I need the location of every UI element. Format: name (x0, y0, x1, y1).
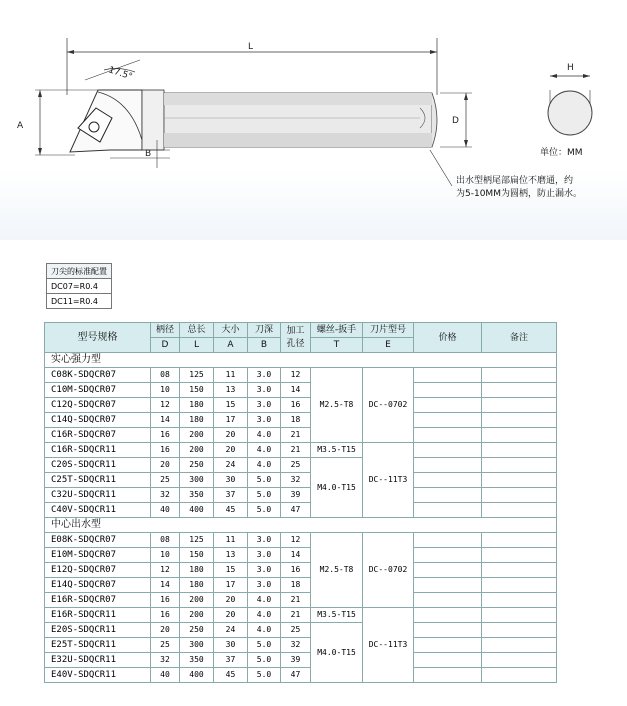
table-row (45, 503, 557, 518)
remark-cell (482, 398, 557, 413)
col-size-symbol: A (214, 338, 248, 353)
size-cell: 37 (214, 488, 248, 503)
depth-cell: 4.0 (248, 593, 281, 608)
size-cell: 11 (214, 533, 248, 548)
col-screw-header: 螺丝-扳手 (311, 323, 363, 338)
length-cell: 180 (180, 563, 214, 578)
size-cell: 30 (214, 473, 248, 488)
depth-cell: 3.0 (248, 368, 281, 383)
table-row (45, 533, 557, 548)
remark-cell (482, 623, 557, 638)
screw-cell: M2.5-T8 (311, 368, 363, 443)
bore-cell: 47 (281, 503, 311, 518)
shank-cell: 08 (151, 368, 180, 383)
model-cell: E10M-SDQCR07 (45, 548, 151, 563)
table-row (45, 368, 557, 383)
remark-cell (482, 368, 557, 383)
table-row (45, 383, 557, 398)
length-cell: 200 (180, 593, 214, 608)
col-shank-header: 柄径 (151, 323, 180, 338)
bore-cell: 16 (281, 563, 311, 578)
bore-cell: 32 (281, 473, 311, 488)
table-row (45, 653, 557, 668)
depth-cell: 5.0 (248, 653, 281, 668)
tip-config-title: 刀尖的标准配置 (47, 264, 112, 279)
size-cell: 45 (214, 668, 248, 683)
table-row (45, 488, 557, 503)
shank-cell: 12 (151, 398, 180, 413)
price-cell (414, 593, 482, 608)
remark-cell (482, 578, 557, 593)
remark-cell (482, 668, 557, 683)
size-cell: 20 (214, 608, 248, 623)
model-cell: E16R-SDQCR07 (45, 593, 151, 608)
price-cell (414, 608, 482, 623)
model-cell: C25T-SDQCR11 (45, 473, 151, 488)
model-cell: C14Q-SDQCR07 (45, 413, 151, 428)
tip-config-row: DC11=R0.4 (47, 294, 112, 309)
price-cell (414, 623, 482, 638)
note-line-2: 为5-10MM为圆柄，防止漏水。 (456, 189, 582, 199)
remark-cell (482, 638, 557, 653)
insert-cell: DC--11T3 (363, 608, 414, 683)
size-cell: 15 (214, 563, 248, 578)
price-cell (414, 413, 482, 428)
shank-cell: 40 (151, 668, 180, 683)
length-cell: 200 (180, 608, 214, 623)
shank-cell: 25 (151, 473, 180, 488)
remark-cell (482, 548, 557, 563)
shank-cell: 16 (151, 608, 180, 623)
end-view-circle (548, 91, 592, 135)
col-bore-header: 加工 孔径 (281, 323, 311, 353)
shank-cell: 12 (151, 563, 180, 578)
size-cell: 24 (214, 623, 248, 638)
table-row (45, 563, 557, 578)
col-depth-header: 刀深 (248, 323, 281, 338)
remark-cell (482, 503, 557, 518)
length-cell: 250 (180, 623, 214, 638)
table-row (45, 638, 557, 653)
screw-cell: M4.0-T15 (311, 458, 363, 518)
depth-cell: 4.0 (248, 428, 281, 443)
model-cell: C20S-SDQCR11 (45, 458, 151, 473)
length-cell: 180 (180, 578, 214, 593)
col-insert-symbol: E (363, 338, 414, 353)
price-cell (414, 503, 482, 518)
depth-cell: 3.0 (248, 398, 281, 413)
length-cell: 150 (180, 383, 214, 398)
depth-cell: 4.0 (248, 458, 281, 473)
col-length-header: 总长 (180, 323, 214, 338)
length-cell: 300 (180, 473, 214, 488)
price-cell (414, 668, 482, 683)
remark-cell (482, 653, 557, 668)
tip-config-row: DC07=R0.4 (47, 279, 112, 294)
remark-cell (482, 383, 557, 398)
bore-cell: 47 (281, 668, 311, 683)
insert-cell: DC--0702 (363, 368, 414, 443)
length-cell: 180 (180, 413, 214, 428)
section-row (45, 353, 557, 368)
remark-cell (482, 488, 557, 503)
col-length-symbol: L (180, 338, 214, 353)
length-cell: 350 (180, 488, 214, 503)
price-cell (414, 458, 482, 473)
model-cell: E20S-SDQCR11 (45, 623, 151, 638)
bore-cell: 14 (281, 548, 311, 563)
shank-cell: 32 (151, 488, 180, 503)
depth-cell: 5.0 (248, 473, 281, 488)
table-row (45, 578, 557, 593)
model-cell: E32U-SDQCR11 (45, 653, 151, 668)
model-cell: E14Q-SDQCR07 (45, 578, 151, 593)
bore-cell: 18 (281, 578, 311, 593)
price-cell (414, 428, 482, 443)
col-screw-symbol: T (311, 338, 363, 353)
depth-cell: 5.0 (248, 503, 281, 518)
length-cell: 250 (180, 458, 214, 473)
table-row (45, 398, 557, 413)
bore-cell: 14 (281, 383, 311, 398)
screw-cell: M2.5-T8 (311, 533, 363, 608)
remark-cell (482, 608, 557, 623)
bore-cell: 25 (281, 623, 311, 638)
remark-cell (482, 458, 557, 473)
depth-cell: 3.0 (248, 563, 281, 578)
size-cell: 17 (214, 413, 248, 428)
size-cell: 24 (214, 458, 248, 473)
price-cell (414, 653, 482, 668)
depth-cell: 5.0 (248, 668, 281, 683)
size-cell: 17 (214, 578, 248, 593)
shank-cell: 20 (151, 458, 180, 473)
length-cell: 350 (180, 653, 214, 668)
remark-cell (482, 473, 557, 488)
table-row (45, 428, 557, 443)
section-title: 实心强力型 (45, 353, 557, 368)
shank-cell: 14 (151, 578, 180, 593)
price-cell (414, 383, 482, 398)
col-depth-symbol: B (248, 338, 281, 353)
dim-h-label: H (567, 63, 574, 73)
model-cell: E12Q-SDQCR07 (45, 563, 151, 578)
depth-cell: 3.0 (248, 533, 281, 548)
shank-cell: 25 (151, 638, 180, 653)
remark-cell (482, 443, 557, 458)
depth-cell: 3.0 (248, 413, 281, 428)
price-cell (414, 548, 482, 563)
length-cell: 200 (180, 443, 214, 458)
shank-cell: 32 (151, 653, 180, 668)
dim-l-label: L (248, 42, 254, 52)
depth-cell: 4.0 (248, 443, 281, 458)
remark-cell (482, 413, 557, 428)
table-row (45, 593, 557, 608)
price-cell (414, 368, 482, 383)
table-row (45, 668, 557, 683)
table-header-row-1 (45, 323, 557, 338)
length-cell: 300 (180, 638, 214, 653)
shank-cell: 20 (151, 623, 180, 638)
bore-cell: 39 (281, 653, 311, 668)
depth-cell: 5.0 (248, 488, 281, 503)
model-cell: C40V-SDQCR11 (45, 503, 151, 518)
size-cell: 37 (214, 653, 248, 668)
model-cell: C10M-SDQCR07 (45, 383, 151, 398)
spec-table (44, 322, 557, 683)
price-cell (414, 473, 482, 488)
bore-cell: 21 (281, 443, 311, 458)
note-line-1: 出水型柄尾部扁位不磨通，约 (456, 176, 574, 186)
shank-cell: 16 (151, 443, 180, 458)
length-cell: 125 (180, 368, 214, 383)
price-cell (414, 563, 482, 578)
length-cell: 150 (180, 548, 214, 563)
insert-cell: DC--11T3 (363, 443, 414, 518)
table-row (45, 413, 557, 428)
length-cell: 180 (180, 398, 214, 413)
bore-cell: 21 (281, 593, 311, 608)
size-cell: 45 (214, 503, 248, 518)
col-shank-symbol: D (151, 338, 180, 353)
section-title: 中心出水型 (45, 518, 557, 533)
shank-cell: 16 (151, 428, 180, 443)
dim-b-label: B (145, 149, 152, 159)
shank-cell: 10 (151, 383, 180, 398)
bore-cell: 32 (281, 638, 311, 653)
bore-cell: 25 (281, 458, 311, 473)
depth-cell: 4.0 (248, 608, 281, 623)
model-cell: C16R-SDQCR07 (45, 428, 151, 443)
bore-cell: 18 (281, 413, 311, 428)
screw-cell: M3.5-T15 (311, 608, 363, 623)
bore-cell: 12 (281, 368, 311, 383)
size-cell: 13 (214, 548, 248, 563)
remark-cell (482, 593, 557, 608)
table-row (45, 443, 557, 458)
note-text (456, 175, 582, 201)
model-cell: C16R-SDQCR11 (45, 443, 151, 458)
length-cell: 400 (180, 503, 214, 518)
shank-cell: 08 (151, 533, 180, 548)
price-cell (414, 638, 482, 653)
model-cell: E16R-SDQCR11 (45, 608, 151, 623)
shank-cell: 14 (151, 413, 180, 428)
depth-cell: 5.0 (248, 638, 281, 653)
model-cell: E08K-SDQCR07 (45, 533, 151, 548)
size-cell: 11 (214, 368, 248, 383)
table-row (45, 473, 557, 488)
dim-d-label: D (452, 116, 459, 126)
model-cell: E40V-SDQCR11 (45, 668, 151, 683)
dim-angle-label: 17.5° (107, 65, 134, 83)
insert-cell: DC--0702 (363, 533, 414, 608)
model-cell: C32U-SDQCR11 (45, 488, 151, 503)
shank-cell: 16 (151, 593, 180, 608)
bore-cell: 12 (281, 533, 311, 548)
price-cell (414, 488, 482, 503)
bore-cell: 39 (281, 488, 311, 503)
tip-config-table (46, 263, 112, 309)
size-cell: 20 (214, 428, 248, 443)
size-cell: 13 (214, 383, 248, 398)
price-cell (414, 443, 482, 458)
remark-cell (482, 428, 557, 443)
size-cell: 20 (214, 443, 248, 458)
model-cell: C12Q-SDQCR07 (45, 398, 151, 413)
screw-cell: M4.0-T15 (311, 623, 363, 683)
size-cell: 30 (214, 638, 248, 653)
col-insert-header: 刀片型号 (363, 323, 414, 338)
table-row (45, 548, 557, 563)
depth-cell: 4.0 (248, 623, 281, 638)
price-cell (414, 398, 482, 413)
remark-cell (482, 563, 557, 578)
model-cell: E25T-SDQCR11 (45, 638, 151, 653)
model-cell: C08K-SDQCR07 (45, 368, 151, 383)
shank-cell: 40 (151, 503, 180, 518)
table-row (45, 623, 557, 638)
price-cell (414, 533, 482, 548)
depth-cell: 3.0 (248, 548, 281, 563)
screw-cell: M3.5-T15 (311, 443, 363, 458)
table-row (45, 458, 557, 473)
col-size-header: 大小 (214, 323, 248, 338)
section-row (45, 518, 557, 533)
bore-cell: 16 (281, 398, 311, 413)
remark-cell (482, 533, 557, 548)
shank-cell: 10 (151, 548, 180, 563)
size-cell: 20 (214, 593, 248, 608)
table-row (45, 608, 557, 623)
col-model-header: 型号规格 (45, 323, 151, 353)
size-cell: 15 (214, 398, 248, 413)
length-cell: 200 (180, 428, 214, 443)
bore-cell: 21 (281, 428, 311, 443)
col-price-header: 价格 (414, 323, 482, 353)
depth-cell: 3.0 (248, 383, 281, 398)
depth-cell: 3.0 (248, 578, 281, 593)
length-cell: 400 (180, 668, 214, 683)
tool-technical-drawing (0, 0, 627, 240)
length-cell: 125 (180, 533, 214, 548)
col-remark-header: 备注 (482, 323, 557, 353)
bore-cell: 21 (281, 608, 311, 623)
dim-a-label: A (17, 121, 24, 131)
price-cell (414, 578, 482, 593)
unit-label: 单位：MM (540, 148, 583, 158)
